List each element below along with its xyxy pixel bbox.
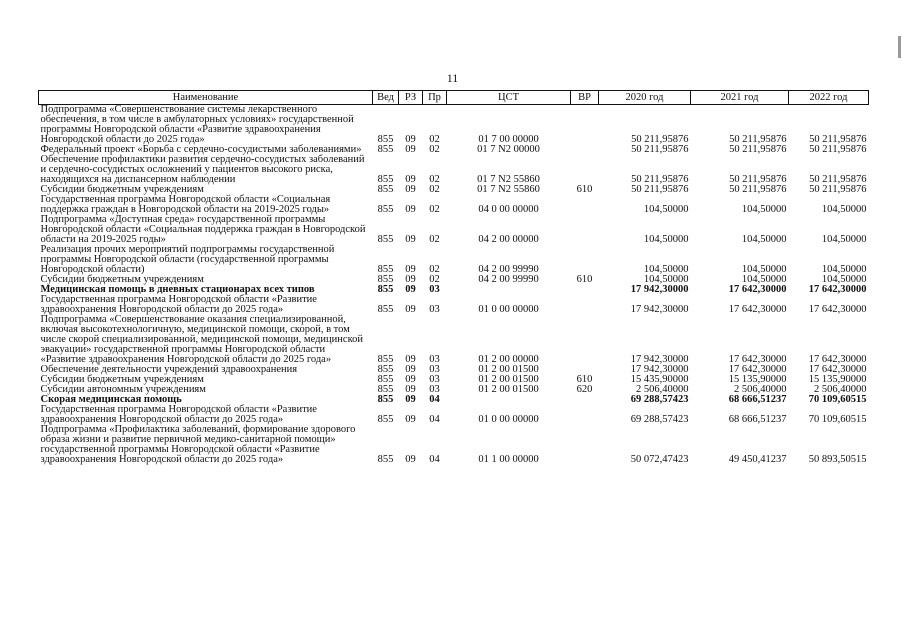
cell-y2022: 104,50000 bbox=[821, 204, 867, 215]
cell-y2020: 17 942,30000 bbox=[630, 284, 689, 295]
cell-rz: 09 bbox=[405, 354, 416, 365]
cell-vr: 610 bbox=[576, 274, 593, 285]
cell-y2020: 15 435,90000 bbox=[630, 374, 689, 385]
cell-ved: 855 bbox=[377, 184, 394, 195]
cell-vr bbox=[571, 285, 599, 295]
cell-ved: 855 bbox=[377, 354, 394, 365]
cell-vr bbox=[571, 145, 599, 155]
cell-y2021: 68 666,51237 bbox=[728, 414, 787, 425]
cell-y2020: 50 072,47423 bbox=[630, 454, 689, 465]
table-row bbox=[39, 245, 869, 275]
cell-pr: 03 bbox=[429, 364, 440, 375]
cell-pr: 03 bbox=[429, 284, 440, 295]
cell-ved: 855 bbox=[377, 144, 394, 155]
cell-y2020: 104,50000 bbox=[643, 274, 689, 285]
cell-vr: 610 bbox=[576, 374, 593, 385]
cell-y2021: 17 642,30000 bbox=[728, 284, 787, 295]
cell-cst: 01 2 00 01500 bbox=[478, 384, 539, 395]
cell-y2022: 50 893,50515 bbox=[808, 454, 867, 465]
cell-ved: 855 bbox=[377, 364, 394, 375]
cell-vr bbox=[571, 315, 599, 365]
cell-y2020: 17 942,30000 bbox=[630, 304, 689, 315]
cell-y2020: 17 942,30000 bbox=[630, 354, 689, 365]
cell-y2022: 104,50000 bbox=[821, 274, 867, 285]
table-row bbox=[39, 195, 869, 215]
cell-rz: 09 bbox=[405, 364, 416, 375]
cell-pr: 02 bbox=[429, 274, 440, 285]
cell-y2021: 50 211,95876 bbox=[729, 184, 787, 195]
cell-ved: 855 bbox=[377, 264, 394, 275]
cell-cst: 01 2 00 00000 bbox=[478, 354, 539, 365]
table-body bbox=[39, 105, 869, 466]
cell-rz: 09 bbox=[405, 274, 416, 285]
cell-rz: 09 bbox=[405, 284, 416, 295]
cell-pr: 04 bbox=[429, 394, 440, 405]
cell-rz: 09 bbox=[405, 174, 416, 185]
table-row bbox=[39, 215, 869, 245]
cell-vr: 610 bbox=[576, 184, 593, 195]
cell-pr: 02 bbox=[429, 174, 440, 185]
cell-y2021: 17 642,30000 bbox=[728, 304, 787, 315]
cell-y2021: 15 135,90000 bbox=[728, 374, 787, 385]
cell-y2021: 104,50000 bbox=[741, 234, 787, 245]
table-row bbox=[39, 295, 869, 315]
cell-y2021: 2 506,40000 bbox=[734, 384, 787, 395]
cell-vr bbox=[571, 295, 599, 315]
table-row bbox=[39, 155, 869, 185]
header-2021: 2021 год bbox=[691, 91, 789, 105]
cell-y2022: 50 211,95876 bbox=[809, 174, 867, 185]
cell-cst: 01 7 00 00000 bbox=[478, 134, 539, 145]
cell-cst bbox=[447, 285, 571, 295]
table-row bbox=[39, 425, 869, 465]
cell-ved: 855 bbox=[377, 174, 394, 185]
cell-y2021: 104,50000 bbox=[741, 274, 787, 285]
cell-rz: 09 bbox=[405, 414, 416, 425]
cell-y2022: 15 135,90000 bbox=[808, 374, 867, 385]
cell-y2021: 50 211,95876 bbox=[729, 174, 787, 185]
cell-pr: 03 bbox=[429, 304, 440, 315]
cell-vr bbox=[571, 405, 599, 425]
cell-y2022: 104,50000 bbox=[821, 264, 867, 275]
cell-cst: 01 0 00 00000 bbox=[478, 414, 539, 425]
header-name: Наименование bbox=[39, 91, 373, 105]
cell-y2020: 50 211,95876 bbox=[631, 144, 689, 155]
cell-cst: 01 7 N2 00000 bbox=[477, 144, 540, 155]
cell-vr bbox=[571, 215, 599, 245]
cell-rz: 09 bbox=[405, 234, 416, 245]
scan-edge-mark bbox=[898, 36, 901, 58]
cell-y2020: 50 211,95876 bbox=[631, 184, 689, 195]
cell-y2021: 104,50000 bbox=[741, 204, 787, 215]
header-vr: ВР bbox=[571, 91, 599, 105]
cell-cst: 04 0 00 00000 bbox=[478, 204, 539, 215]
cell-ved: 855 bbox=[377, 374, 394, 385]
cell-pr: 02 bbox=[429, 264, 440, 275]
cell-rz: 09 bbox=[405, 204, 416, 215]
cell-ved: 855 bbox=[377, 274, 394, 285]
cell-pr: 02 bbox=[429, 234, 440, 245]
cell-ved: 855 bbox=[377, 284, 394, 295]
cell-vr bbox=[571, 395, 599, 405]
cell-rz: 09 bbox=[405, 264, 416, 275]
cell-y2022: 50 211,95876 bbox=[809, 144, 867, 155]
cell-pr: 03 bbox=[429, 354, 440, 365]
cell-name: Государственная программа Новгородской области «Развитие здравоохранения Новгородской области до 2025 года» bbox=[40, 404, 317, 425]
cell-cst: 01 7 N2 55860 bbox=[477, 174, 540, 185]
cell-y2022: 17 642,30000 bbox=[808, 354, 867, 365]
cell-cst: 04 2 00 99990 bbox=[478, 274, 539, 285]
cell-y2020: 50 211,95876 bbox=[631, 134, 689, 145]
cell-cst: 01 2 00 01500 bbox=[478, 364, 539, 375]
cell-y2020: 104,50000 bbox=[643, 234, 689, 245]
cell-ved: 855 bbox=[377, 454, 394, 465]
cell-pr: 03 bbox=[429, 384, 440, 395]
cell-name: Скорая медицинская помощь bbox=[40, 394, 182, 405]
cell-rz: 09 bbox=[405, 384, 416, 395]
cell-y2020: 104,50000 bbox=[643, 264, 689, 275]
cell-name: Субсидии бюджетным учреждениям bbox=[40, 374, 204, 385]
page-number: 11 bbox=[446, 71, 459, 85]
cell-name: Обеспечение профилактики развития сердечно-сосудистых заболеваний и сердечно-сосудистых осложнений у пациентов высокого риска, находящихся на диспансерном наблюдении bbox=[40, 154, 365, 185]
cell-cst: 01 1 00 00000 bbox=[478, 454, 539, 465]
cell-rz: 09 bbox=[405, 374, 416, 385]
cell-name: Государственная программа Новгородской области «Социальная поддержка граждан в Новгородской области на 2019-2025 годы» bbox=[40, 194, 331, 215]
cell-pr: 02 bbox=[429, 144, 440, 155]
table-row bbox=[39, 315, 869, 365]
cell-y2021: 104,50000 bbox=[741, 264, 787, 275]
header-pr: Пр bbox=[423, 91, 447, 105]
cell-y2020: 69 288,57423 bbox=[630, 394, 689, 405]
cell-name: Реализация прочих мероприятий подпрограммы государственной программы Новгородской области (государственной программы Новгородской области) bbox=[40, 244, 335, 275]
cell-y2021: 17 642,30000 bbox=[728, 354, 787, 365]
cell-name: Субсидии автономным учреждениям bbox=[40, 384, 206, 395]
cell-pr: 04 bbox=[429, 414, 440, 425]
cell-ved: 855 bbox=[377, 204, 394, 215]
cell-y2022: 17 642,30000 bbox=[808, 284, 867, 295]
cell-y2022: 70 109,60515 bbox=[808, 414, 867, 425]
cell-vr bbox=[571, 155, 599, 185]
cell-y2020: 17 942,30000 bbox=[630, 364, 689, 375]
cell-name: Подпрограмма «Совершенствование оказания специализированной, включая высокотехнологичную, медицинской помощи, скорой, в том числе скорой специализированной, медицинской помощи, медицинской эвакуации» государственной программы Новгородской области «Развитие здравоохранения Новгородской области до 2025 года» bbox=[40, 314, 364, 365]
cell-rz: 09 bbox=[405, 184, 416, 195]
cell-cst: 04 2 00 00000 bbox=[478, 234, 539, 245]
header-rz: РЗ bbox=[399, 91, 423, 105]
cell-y2021: 50 211,95876 bbox=[729, 144, 787, 155]
cell-vr: 620 bbox=[576, 384, 593, 395]
cell-name: Государственная программа Новгородской области «Развитие здравоохранения Новгородской области до 2025 года» bbox=[40, 294, 317, 315]
cell-pr: 02 bbox=[429, 134, 440, 145]
cell-y2020: 50 211,95876 bbox=[631, 174, 689, 185]
cell-y2022: 17 642,30000 bbox=[808, 304, 867, 315]
cell-cst: 04 2 00 99990 bbox=[478, 264, 539, 275]
cell-y2020: 69 288,57423 bbox=[630, 414, 689, 425]
cell-y2021: 68 666,51237 bbox=[728, 394, 787, 405]
cell-ved: 855 bbox=[377, 414, 394, 425]
cell-name: Федеральный проект «Борьба с сердечно-сосудистыми заболеваниями» bbox=[40, 144, 362, 155]
cell-name: Подпрограмма «Профилактика заболеваний, формирование здорового образа жизни и развитие первичной медико-санитарной помощи» государственной программы Новгородской области «Развитие здравоохранения Новгородской области до 2025 года» bbox=[40, 424, 356, 465]
header-2020: 2020 год bbox=[599, 91, 691, 105]
cell-rz: 09 bbox=[405, 134, 416, 145]
cell-pr: 03 bbox=[429, 374, 440, 385]
cell-name: Подпрограмма «Доступная среда» государственной программы Новгородской области «Социальная поддержка граждан в Новгородской области на 2019-2025 годы» bbox=[40, 214, 366, 245]
cell-y2022: 50 211,95876 bbox=[809, 134, 867, 145]
cell-cst: 01 0 00 00000 bbox=[478, 304, 539, 315]
budget-table bbox=[38, 90, 869, 465]
table-row bbox=[39, 405, 869, 425]
cell-cst bbox=[447, 395, 571, 405]
cell-cst: 01 7 N2 55860 bbox=[477, 184, 540, 195]
cell-name: Обеспечение деятельности учреждений здравоохранения bbox=[40, 364, 298, 375]
cell-vr bbox=[571, 245, 599, 275]
cell-ved: 855 bbox=[377, 394, 394, 405]
cell-ved: 855 bbox=[377, 304, 394, 315]
cell-y2022: 70 109,60515 bbox=[808, 394, 867, 405]
cell-name: Подпрограмма «Совершенствование системы лекарственного обеспечения, в том числе в амбулаторных условиях» государственной программы Новгородской области «Развитие здравоохранения Новгородской области до 2025 года» bbox=[40, 104, 354, 145]
cell-vr bbox=[571, 105, 599, 146]
cell-pr: 02 bbox=[429, 204, 440, 215]
cell-y2021: 49 450,41237 bbox=[728, 454, 787, 465]
cell-y2021: 50 211,95876 bbox=[729, 134, 787, 145]
cell-ved: 855 bbox=[377, 134, 394, 145]
cell-y2022: 17 642,30000 bbox=[808, 364, 867, 375]
cell-rz: 09 bbox=[405, 454, 416, 465]
cell-ved: 855 bbox=[377, 384, 394, 395]
table-header-row bbox=[39, 91, 869, 105]
cell-y2022: 104,50000 bbox=[821, 234, 867, 245]
cell-ved: 855 bbox=[377, 234, 394, 245]
cell-y2020: 2 506,40000 bbox=[636, 384, 689, 395]
cell-y2022: 2 506,40000 bbox=[814, 384, 867, 395]
cell-vr bbox=[571, 195, 599, 215]
table-row bbox=[39, 105, 869, 146]
cell-y2021: 17 642,30000 bbox=[728, 364, 787, 375]
cell-pr: 04 bbox=[429, 454, 440, 465]
cell-name: Субсидии бюджетным учреждениям bbox=[40, 274, 204, 285]
cell-name: Медицинская помощь в дневных стационарах всех типов bbox=[40, 284, 315, 295]
cell-cst: 01 2 00 01500 bbox=[478, 374, 539, 385]
header-cst: ЦСТ bbox=[447, 91, 571, 105]
header-ved: Вед bbox=[373, 91, 399, 105]
cell-rz: 09 bbox=[405, 304, 416, 315]
cell-pr: 02 bbox=[429, 184, 440, 195]
cell-name: Субсидии бюджетным учреждениям bbox=[40, 184, 204, 195]
cell-vr bbox=[571, 425, 599, 465]
cell-rz: 09 bbox=[405, 394, 416, 405]
cell-rz: 09 bbox=[405, 144, 416, 155]
cell-y2022: 50 211,95876 bbox=[809, 184, 867, 195]
header-2022: 2022 год bbox=[789, 91, 869, 105]
cell-y2020: 104,50000 bbox=[643, 204, 689, 215]
